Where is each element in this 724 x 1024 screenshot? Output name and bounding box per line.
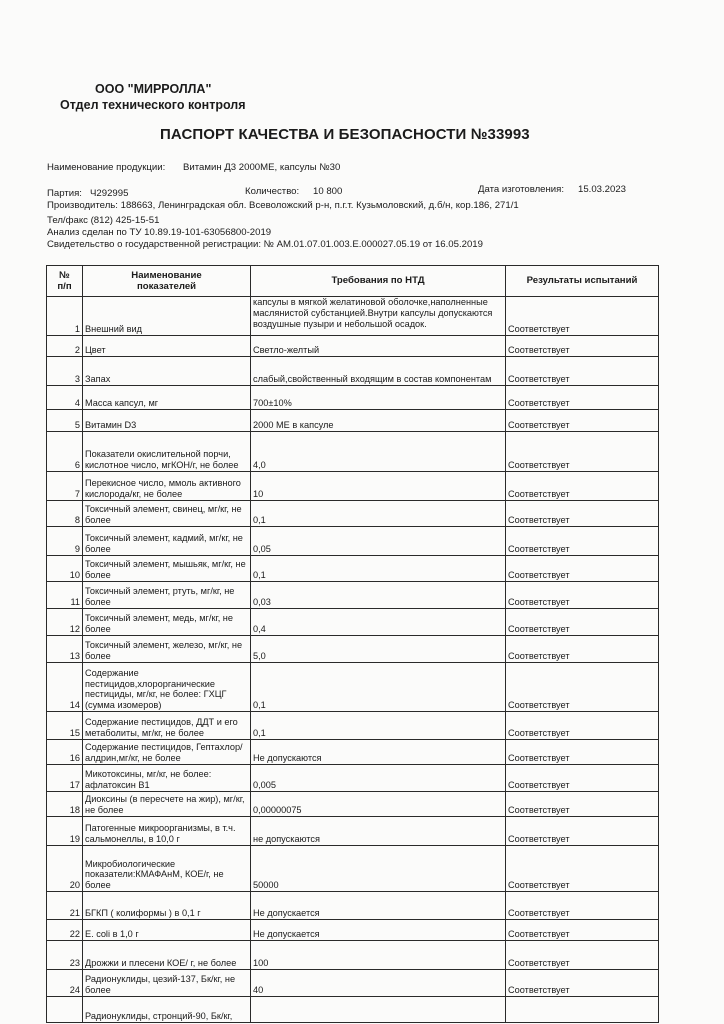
row-indicator: Токсичный элемент, мышьяк, мг/кг, не более <box>83 556 251 582</box>
row-result: Соответствует <box>506 357 659 386</box>
table-row <box>47 556 659 582</box>
row-indicator: Токсичный элемент, свинец, мг/кг, не более <box>83 501 251 527</box>
table-row <box>47 712 659 740</box>
table-row <box>47 846 659 892</box>
row-result: Соответствует <box>506 892 659 920</box>
row-result: Соответствует <box>506 556 659 582</box>
row-number: 15 <box>47 712 83 740</box>
product-value: Витамин Д3 2000МЕ, капсулы №30 <box>183 162 341 173</box>
table-body <box>47 297 659 1023</box>
table-row <box>47 432 659 472</box>
row-number: 12 <box>47 609 83 636</box>
row-requirement: 4,0 <box>251 432 506 472</box>
row-result: Соответствует <box>506 386 659 410</box>
row-indicator: Токсичный элемент, кадмий, мг/кг, не более <box>83 527 251 556</box>
row-requirement: слабый,свойственный входящим в состав компонентам <box>251 357 506 386</box>
row-result: Соответствует <box>506 527 659 556</box>
row-number: 24 <box>47 970 83 997</box>
table-row <box>47 920 659 941</box>
row-requirement: капсулы в мягкой желатиновой оболочке,наполненные маслянистой субстанцией.Внутри капсулы допускаются воздушные пузыри и небольшой осадок. <box>251 297 506 336</box>
header-number-line2: п/п <box>57 281 72 292</box>
quantity-value: 10 800 <box>313 186 343 197</box>
header-results: Результаты испытаний <box>506 266 659 297</box>
row-requirement: Не допускается <box>251 920 506 941</box>
row-result: Соответствует <box>506 501 659 527</box>
analysis-line: Анализ сделан по ТУ 10.89.19-101-63056800-2019 <box>47 227 272 238</box>
table-row <box>47 765 659 792</box>
row-requirement: 0,4 <box>251 609 506 636</box>
row-number: 13 <box>47 636 83 663</box>
table-row <box>47 970 659 997</box>
row-requirement: 5,0 <box>251 636 506 663</box>
row-indicator: БГКП ( колиформы ) в 0,1 г <box>83 892 251 920</box>
row-requirement: 2000 МЕ в капсуле <box>251 410 506 432</box>
row-number: 4 <box>47 386 83 410</box>
row-number: 5 <box>47 410 83 432</box>
row-requirement: 0,1 <box>251 663 506 712</box>
row-indicator: E. coli в 1,0 г <box>83 920 251 941</box>
row-requirement <box>251 997 506 1023</box>
header-indicator <box>83 266 251 297</box>
row-indicator: Запах <box>83 357 251 386</box>
row-number: 8 <box>47 501 83 527</box>
header-indicator-line1: Наименование <box>131 269 202 281</box>
row-indicator: Масса капсул, мг <box>83 386 251 410</box>
row-number: 20 <box>47 846 83 892</box>
row-result: Соответствует <box>506 636 659 663</box>
table-row <box>47 297 659 336</box>
batch-label: Партия: <box>47 188 82 199</box>
row-indicator: Радионуклиды, стронций-90, Бк/кг, <box>83 997 251 1023</box>
row-indicator: Токсичный элемент, ртуть, мг/кг, не более <box>83 582 251 609</box>
header-number-line1: № <box>59 269 70 281</box>
batch-value: Ч292995 <box>90 188 129 199</box>
table-row <box>47 609 659 636</box>
row-indicator: Радионуклиды, цезий-137, Бк/кг, не более <box>83 970 251 997</box>
row-indicator: Содержание пестицидов,хлорорганические пестициды, мг/кг, не более: ГХЦГ (сумма изомеров) <box>83 663 251 712</box>
table-row <box>47 501 659 527</box>
row-indicator: Диоксины (в пересчете на жир), мг/кг, не более <box>83 792 251 817</box>
row-number: 1 <box>47 297 83 336</box>
row-result: Соответствует <box>506 410 659 432</box>
row-indicator: Содержание пестицидов, Гептахлор/ алдрин,мг/кг, не более <box>83 740 251 765</box>
row-requirement: 0,1 <box>251 501 506 527</box>
table-row <box>47 817 659 846</box>
row-number: 11 <box>47 582 83 609</box>
row-result: Соответствует <box>506 941 659 970</box>
row-indicator: Содержание пестицидов, ДДТ и его метаболиты, мг/кг, не более <box>83 712 251 740</box>
table-header-row <box>47 266 659 297</box>
row-requirement: 0,1 <box>251 712 506 740</box>
row-result: Соответствует <box>506 582 659 609</box>
row-indicator: Внешний вид <box>83 297 251 336</box>
row-number: 3 <box>47 357 83 386</box>
table-row <box>47 527 659 556</box>
header-requirements: Требования по НТД <box>251 266 506 297</box>
row-requirement: Не допускаются <box>251 740 506 765</box>
row-requirement: 0,00000075 <box>251 792 506 817</box>
row-number: 17 <box>47 765 83 792</box>
table-row <box>47 636 659 663</box>
table-row <box>47 357 659 386</box>
row-number: 22 <box>47 920 83 941</box>
date-value: 15.03.2023 <box>578 184 627 195</box>
row-number: 7 <box>47 472 83 501</box>
table-row <box>47 472 659 501</box>
table-row <box>47 336 659 357</box>
table-row <box>47 740 659 765</box>
row-result: Соответствует <box>506 920 659 941</box>
row-indicator: Токсичный элемент, железо, мг/кг, не более <box>83 636 251 663</box>
department-name: Отдел технического контроля <box>60 98 246 112</box>
row-requirement: 40 <box>251 970 506 997</box>
row-number: 21 <box>47 892 83 920</box>
table-row <box>47 792 659 817</box>
row-requirement: 0,005 <box>251 765 506 792</box>
row-result: Соответствует <box>506 297 659 336</box>
row-number: 10 <box>47 556 83 582</box>
row-number: 6 <box>47 432 83 472</box>
product-label: Наименование продукции: <box>47 162 166 173</box>
row-result: Соответствует <box>506 712 659 740</box>
row-result: Соответствует <box>506 663 659 712</box>
row-indicator: Микробиологические показатели:КМАФАнМ, КОЕ/г, не более <box>83 846 251 892</box>
company-name: ООО "МИРРОЛЛА" <box>95 82 212 96</box>
certificate-line: Свидетельство о государственной регистрации: № AM.01.07.01.003.E.000027.05.19 от 16.05.2019 <box>47 239 483 250</box>
row-indicator: Перекисное число, ммоль активного кислорода/кг, не более <box>83 472 251 501</box>
table-row <box>47 582 659 609</box>
row-number: 16 <box>47 740 83 765</box>
header-indicator-line2: показателей <box>136 281 197 292</box>
row-number: 2 <box>47 336 83 357</box>
table-row <box>47 410 659 432</box>
phone-line: Тел/факс (812) 425-15-51 <box>47 215 160 226</box>
row-indicator: Токсичный элемент, медь, мг/кг, не более <box>83 609 251 636</box>
row-result: Соответствует <box>506 817 659 846</box>
row-indicator: Показатели окислительной порчи, кислотное число, мгКОН/г, не более <box>83 432 251 472</box>
row-requirement: 0,05 <box>251 527 506 556</box>
row-result: Соответствует <box>506 740 659 765</box>
row-indicator: Витамин D3 <box>83 410 251 432</box>
row-number: 19 <box>47 817 83 846</box>
row-number: 23 <box>47 941 83 970</box>
row-result: Соответствует <box>506 846 659 892</box>
document-title: ПАСПОРТ КАЧЕСТВА И БЕЗОПАСНОСТИ №33993 <box>160 126 530 143</box>
row-number: 14 <box>47 663 83 712</box>
row-result: Соответствует <box>506 765 659 792</box>
table-row <box>47 663 659 712</box>
date-label: Дата изготовления: <box>478 184 565 195</box>
row-requirement: 700±10% <box>251 386 506 410</box>
row-number: 9 <box>47 527 83 556</box>
row-indicator: Цвет <box>83 336 251 357</box>
row-requirement: 100 <box>251 941 506 970</box>
row-result: Соответствует <box>506 432 659 472</box>
row-requirement: не допускаются <box>251 817 506 846</box>
row-result: Соответствует <box>506 609 659 636</box>
table-row <box>47 941 659 970</box>
row-requirement: Не допускается <box>251 892 506 920</box>
table-row <box>47 892 659 920</box>
row-requirement: 10 <box>251 472 506 501</box>
header-number <box>47 266 83 297</box>
row-result <box>506 997 659 1023</box>
row-result: Соответствует <box>506 336 659 357</box>
manufacturer-line: Производитель: 188663, Ленинградская обл. Всеволожский р-н, п.г.т. Кузьмоловский, д.б/н, кор.186, 271/1 <box>47 200 519 211</box>
quality-table <box>46 265 659 1023</box>
row-result: Соответствует <box>506 970 659 997</box>
row-requirement: 0,1 <box>251 556 506 582</box>
quantity-label: Количество: <box>245 186 300 197</box>
row-requirement: 0,03 <box>251 582 506 609</box>
row-indicator: Дрожжи и плесени КОЕ/ г, не более <box>83 941 251 970</box>
row-result: Соответствует <box>506 472 659 501</box>
row-number: 18 <box>47 792 83 817</box>
row-requirement: Светло-желтый <box>251 336 506 357</box>
row-number <box>47 997 83 1023</box>
row-indicator: Патогенные микроорганизмы, в т.ч. сальмонеллы, в 10,0 г <box>83 817 251 846</box>
row-requirement: 50000 <box>251 846 506 892</box>
row-indicator: Микотоксины, мг/кг, не более: афлатоксин В1 <box>83 765 251 792</box>
table-row <box>47 386 659 410</box>
row-result: Соответствует <box>506 792 659 817</box>
table-row <box>47 997 659 1023</box>
